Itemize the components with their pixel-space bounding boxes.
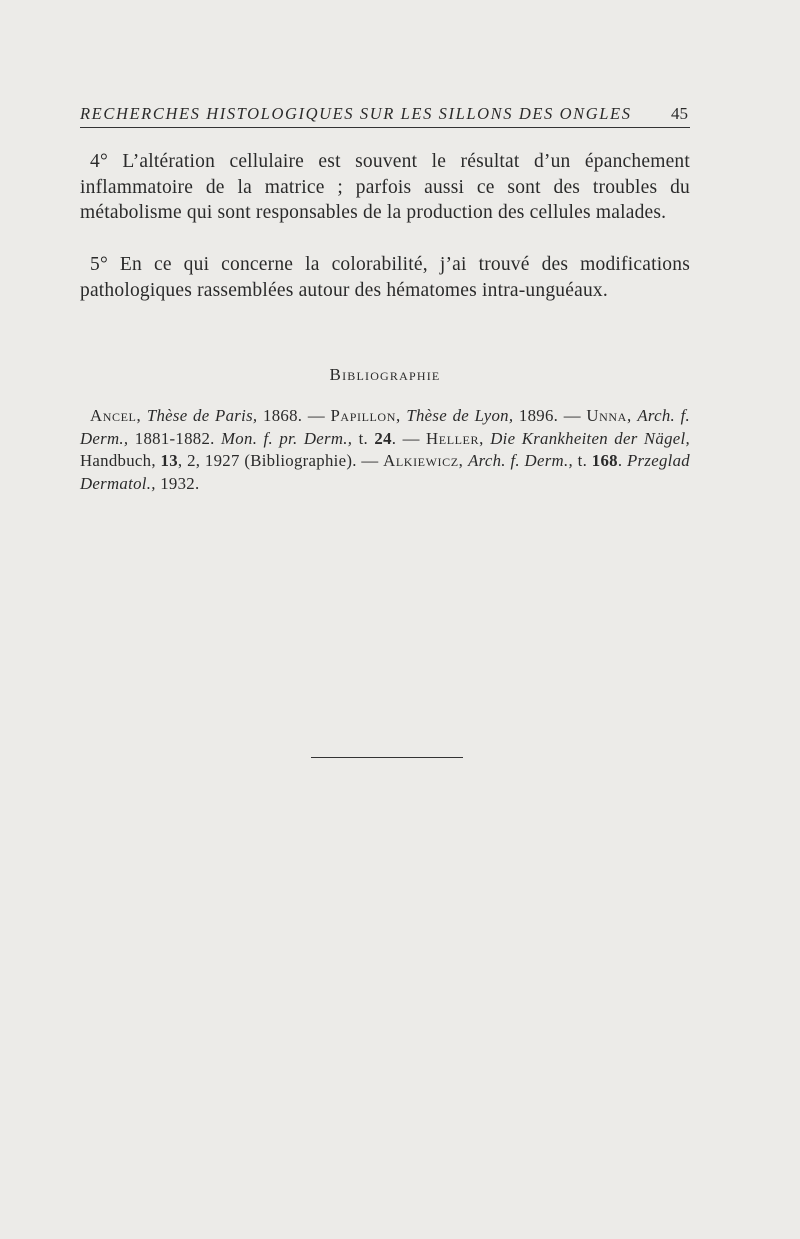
bib-author: Unna, — [586, 406, 632, 425]
bib-book: Handbuch, — [80, 451, 156, 470]
bib-year: 1896. — — [518, 406, 581, 425]
bib-journal: Przeglad Dermatol., — [80, 451, 690, 493]
bib-year: 1881-1882. — [134, 428, 215, 448]
bib-journal: Mon. f. pr. Derm., — [221, 428, 353, 448]
bib-journal: Arch. f. Derm., — [80, 406, 691, 448]
running-title: RECHERCHES HISTOLOGIQUES SUR LES SILLONS DES ONGLES — [80, 104, 632, 123]
bib-details: , 2, 1927 (Bibliographie). — — [177, 451, 379, 470]
page-number: 45 — [671, 104, 688, 123]
section-heading-bibliography: Bibliographie — [329, 365, 441, 384]
bibliography-text — [80, 405, 690, 495]
bib-journal: Arch. f. Derm., — [468, 451, 573, 470]
bib-volume: 168 — [591, 451, 618, 470]
bib-tome-prefix: t. — [358, 428, 369, 448]
bib-title: Thèse de Paris, — [146, 406, 258, 425]
bib-author: Ancel, — [90, 406, 142, 425]
paragraph-5: 5° En ce qui concerne la colorabilité, j’ai trouvé des modifications pathologiques rassemblées autour des hématomes intra-unguéaux. — [80, 254, 690, 301]
bib-separator: . — — [391, 428, 420, 448]
end-rule-divider — [311, 757, 463, 758]
bib-title: Thèse de Lyon, — [406, 406, 514, 425]
bib-volume: 24 — [374, 428, 392, 448]
bib-separator: . — [617, 451, 623, 470]
bib-year: 1932. — [160, 473, 200, 493]
bib-volume: 13 — [160, 451, 178, 470]
paragraph-4: 4° L’altération cellulaire est souvent le résultat d’un épanchement inflammatoire de la matrice ; parfois aussi ce sont des troubles du métabolisme qui sont responsables de la production des cellules malades. — [80, 151, 690, 223]
bib-title: Die Krankheiten der Nägel, — [490, 428, 690, 448]
bib-author: Alkiewicz, — [383, 451, 464, 470]
bib-author: Papillon, — [330, 406, 401, 425]
bib-author: Heller, — [426, 428, 484, 448]
running-header — [80, 97, 690, 128]
bib-tome-prefix: t. — [577, 451, 588, 470]
bib-year: 1868. — — [263, 406, 325, 425]
